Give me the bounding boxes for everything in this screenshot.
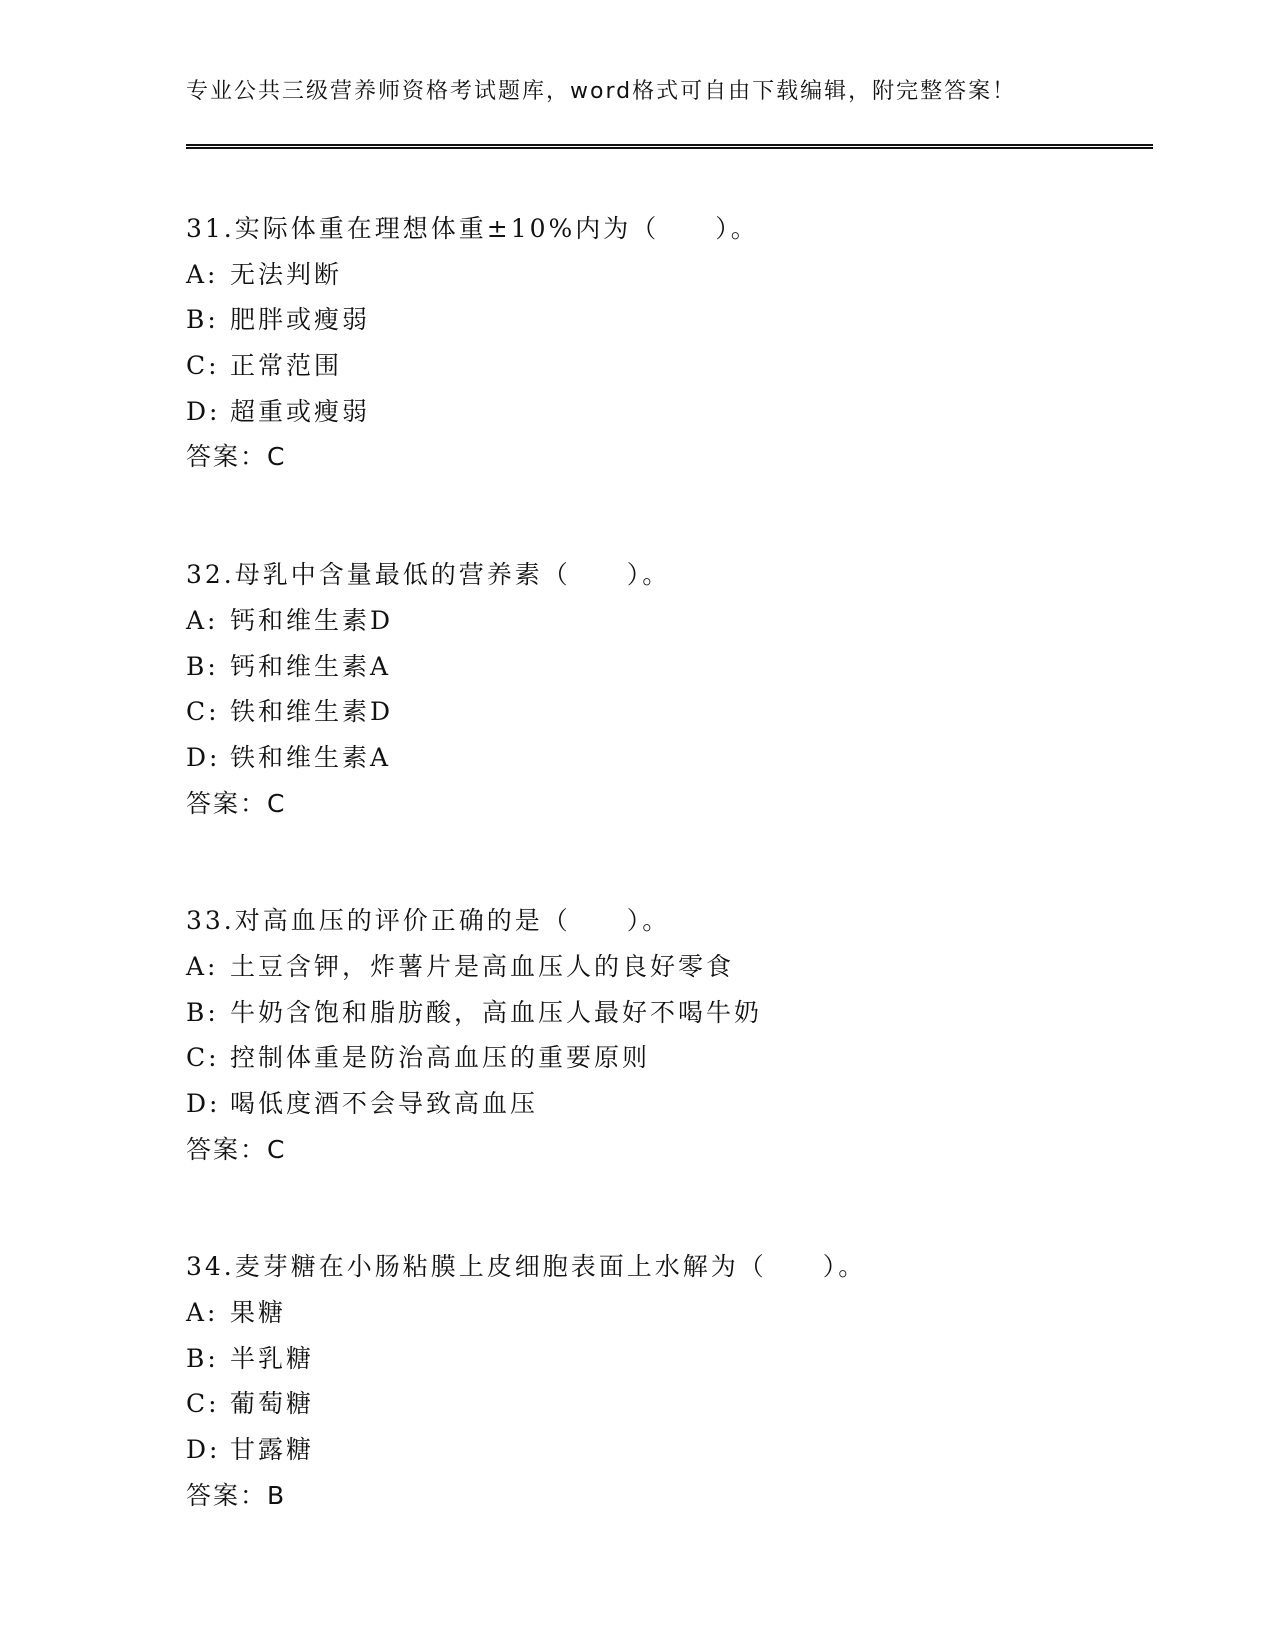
option-c — [186, 1381, 1146, 1427]
option-a — [186, 1290, 1146, 1336]
option-text: 控制体重是防治高血压的重要原则 — [230, 1043, 651, 1073]
option-text: 肥胖或瘦弱 — [230, 305, 371, 335]
page-header: 专业公共三级营养师资格考试题库，word格式可自由下载编辑，附完整答案！ — [186, 79, 1017, 104]
option-c — [186, 343, 1146, 389]
answer-line: 答案：C — [186, 1134, 287, 1164]
option-letter: C: — [186, 697, 220, 727]
question-34 — [186, 1244, 1146, 1518]
option-a — [186, 944, 1146, 990]
option-text: 超重或瘦弱 — [230, 396, 371, 426]
option-letter: A: — [186, 605, 219, 635]
option-c — [186, 1035, 1146, 1081]
option-letter: D: — [186, 1089, 221, 1118]
option-letter: C: — [186, 1043, 220, 1073]
option-b — [186, 1336, 1146, 1382]
option-text: 铁和维生素A — [230, 742, 392, 772]
option-text: 喝低度酒不会导致高血压 — [230, 1089, 539, 1118]
option-d — [186, 389, 1146, 435]
option-letter: A: — [186, 259, 219, 289]
option-text: 土豆含钾，炸薯片是高血压人的良好零食 — [230, 951, 735, 981]
option-a — [186, 252, 1146, 298]
option-d — [186, 1081, 1146, 1127]
option-text: 半乳糖 — [230, 1343, 315, 1373]
option-letter: D: — [186, 396, 221, 426]
question-stem: 34.麦芽糖在小肠粘膜上皮细胞表面上水解为（ ）。 — [186, 1252, 867, 1282]
option-c — [186, 689, 1146, 735]
option-a — [186, 598, 1146, 644]
option-letter: C: — [186, 1389, 220, 1419]
question-stem: 33.对高血压的评价正确的是（ ）。 — [186, 906, 671, 936]
option-b — [186, 297, 1146, 343]
option-letter: B: — [186, 305, 219, 335]
option-letter: D: — [186, 742, 221, 772]
option-letter: A: — [186, 951, 219, 981]
answer-line: 答案：C — [186, 788, 287, 818]
question-list — [186, 206, 1146, 1591]
option-text: 钙和维生素D — [230, 605, 394, 635]
option-letter: B: — [186, 997, 219, 1027]
option-text: 无法判断 — [230, 259, 343, 289]
question-stem: 32.母乳中含量最低的营养素（ ）。 — [186, 560, 671, 590]
option-d — [186, 735, 1146, 781]
question-31 — [186, 206, 1146, 480]
option-letter: B: — [186, 651, 219, 681]
question-32 — [186, 552, 1146, 826]
question-stem: 31.实际体重在理想体重±10%内为（ ）。 — [186, 214, 759, 243]
option-letter: C: — [186, 351, 220, 381]
answer-line: 答案：B — [186, 1480, 287, 1510]
header-divider — [186, 144, 1153, 149]
option-text: 葡萄糖 — [230, 1389, 315, 1419]
option-letter: D: — [186, 1435, 221, 1465]
option-letter: A: — [186, 1298, 219, 1328]
option-d — [186, 1427, 1146, 1473]
option-b — [186, 644, 1146, 690]
answer-line: 答案：C — [186, 442, 287, 472]
option-text: 钙和维生素A — [230, 651, 392, 681]
option-text: 果糖 — [230, 1298, 287, 1328]
option-b — [186, 990, 1146, 1036]
option-text: 甘露糖 — [230, 1435, 315, 1465]
question-33 — [186, 898, 1146, 1172]
option-letter: B: — [186, 1343, 219, 1373]
option-text: 牛奶含饱和脂肪酸，高血压人最好不喝牛奶 — [230, 997, 763, 1027]
option-text: 铁和维生素D — [230, 697, 394, 727]
option-text: 正常范围 — [230, 351, 343, 381]
